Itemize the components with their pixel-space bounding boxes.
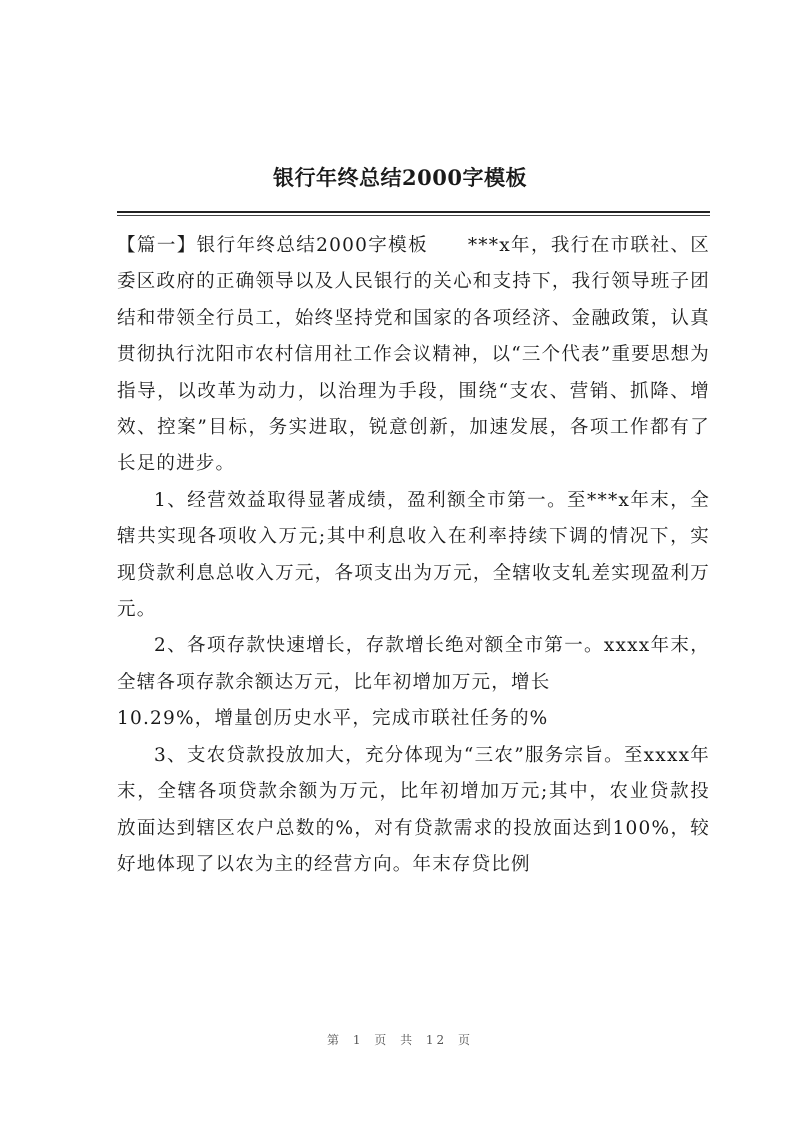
paragraph-item-3: 3、支农贷款投放加大，充分体现为“三农”服务宗旨。至xxxx年末，全辖各项贷款余额为万元，比年初增加万元;其中，农业贷款投放面达到辖区农户总数的%，对有贷款需求的投放面达到100%，较好地体现了以农为主的经营方向。年末存贷比例 — [117, 744, 710, 875]
document-title: 银行年终总结2000字模板 — [273, 165, 527, 190]
paragraph-item-1: 1、经营效益取得显著成绩，盈利额全市第一。至***x年末，全辖共实现各项收入万元;其中利息收入在利率持续下调的情况下，实现贷款利息总收入万元，各项支出为万元，全辖收支轧差实现盈利万元。 — [117, 489, 710, 621]
title-divider — [117, 211, 710, 213]
paragraph-intro: 【篇一】银行年终总结2000字模板 ***x年，我行在市联社、区委区政府的正确领导以及人民银行的关心和支持下，我行领导班子团结和带领全行员工，始终坚持党和国家的各项经济、金融政策，认真贯彻执行沈阳市农村信用社工作会议精神，以“三个代表”重要思想为指导，以改革为动力，以治理为手段，围绕“支农、营销、抓降、增效、控案”目标，务实进取，锐意创新，加速发展，各项工作都有了长足的进步。 — [117, 235, 710, 475]
page-number-footer: 第 1 页 共 12 页 — [327, 1033, 473, 1047]
title-divider-thin — [117, 215, 710, 216]
document-body — [117, 228, 710, 883]
paragraph-item-2-continued: 10.29%，增量创历史水平，完成市联社任务的% — [117, 708, 549, 730]
paragraph-item-2: 2、各项存款快速增长，存款增长绝对额全市第一。xxxx年末，全辖各项存款余额达万元，比年初增加万元，增长 — [117, 635, 710, 693]
